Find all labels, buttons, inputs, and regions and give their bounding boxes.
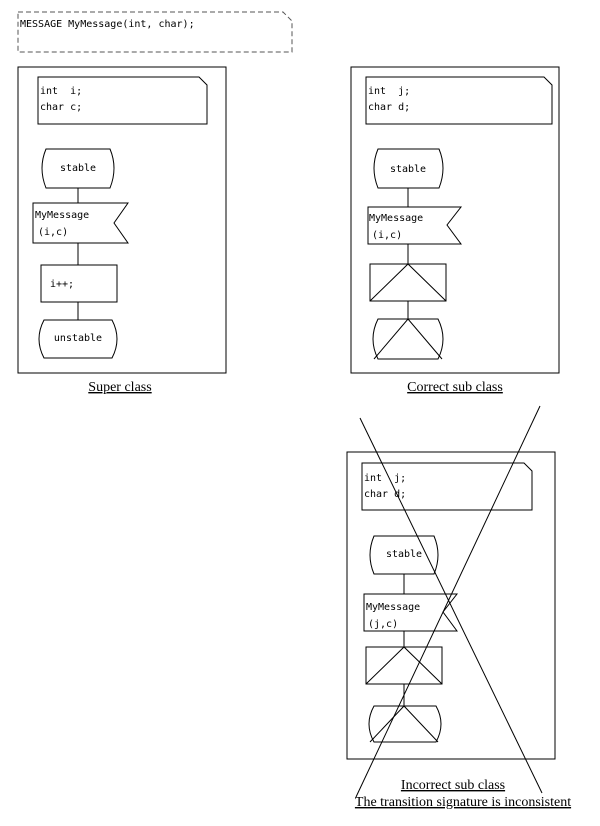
super-class-state-unstable-label: unstable	[53, 333, 103, 344]
correct-sub-class-diagram	[351, 67, 559, 395]
super-class-caption: Super class	[88, 380, 152, 395]
super-class-input-line2: (i,c)	[38, 227, 69, 238]
super-class-state-stable-label: stable	[59, 163, 97, 174]
super-class-decl-line2: char c;	[40, 102, 83, 113]
incorrect-sub-class-inherited-state	[369, 706, 441, 742]
correct-sub-class-input-line2: (i,c)	[372, 230, 403, 241]
super-class-decl-line1: int i;	[40, 86, 83, 97]
incorrect-sub-class-input-line1: MyMessage	[366, 602, 421, 613]
correct-sub-class-caption: Correct sub class	[407, 380, 503, 395]
super-class-input-line1: MyMessage	[35, 210, 90, 221]
message-declaration-box	[18, 12, 292, 52]
correct-sub-class-input-line1: MyMessage	[369, 213, 424, 224]
incorrect-sub-class-decl-line1: int j;	[364, 473, 407, 484]
incorrect-sub-class-decl-line2: char d;	[364, 489, 407, 500]
correct-sub-class-inherited-state	[373, 319, 443, 359]
incorrect-sub-class-input-line2: (j,c)	[368, 619, 399, 630]
incorrect-sub-class-diagram	[347, 406, 571, 810]
correct-sub-class-inherited-task	[370, 264, 446, 301]
correct-sub-class-declaration-box	[366, 77, 552, 124]
incorrect-sub-class-caption: Incorrect sub class	[400, 778, 506, 793]
correct-sub-class-state-stable-label: stable	[389, 164, 427, 175]
message-declaration-text: MESSAGE MyMessage(int, char);	[20, 19, 195, 30]
incorrect-sub-class-state-stable-label: stable	[385, 549, 423, 560]
incorrect-sub-class-note: The transition signature is inconsistent	[354, 795, 572, 810]
incorrect-sub-class-inherited-task	[366, 647, 442, 684]
super-class-task-label: i++;	[50, 279, 75, 290]
super-class-declaration-box	[38, 77, 207, 124]
super-class-diagram	[18, 67, 226, 395]
incorrect-sub-class-declaration-box	[362, 463, 532, 510]
correct-sub-class-decl-line1: int j;	[368, 86, 411, 97]
correct-sub-class-decl-line2: char d;	[368, 102, 411, 113]
